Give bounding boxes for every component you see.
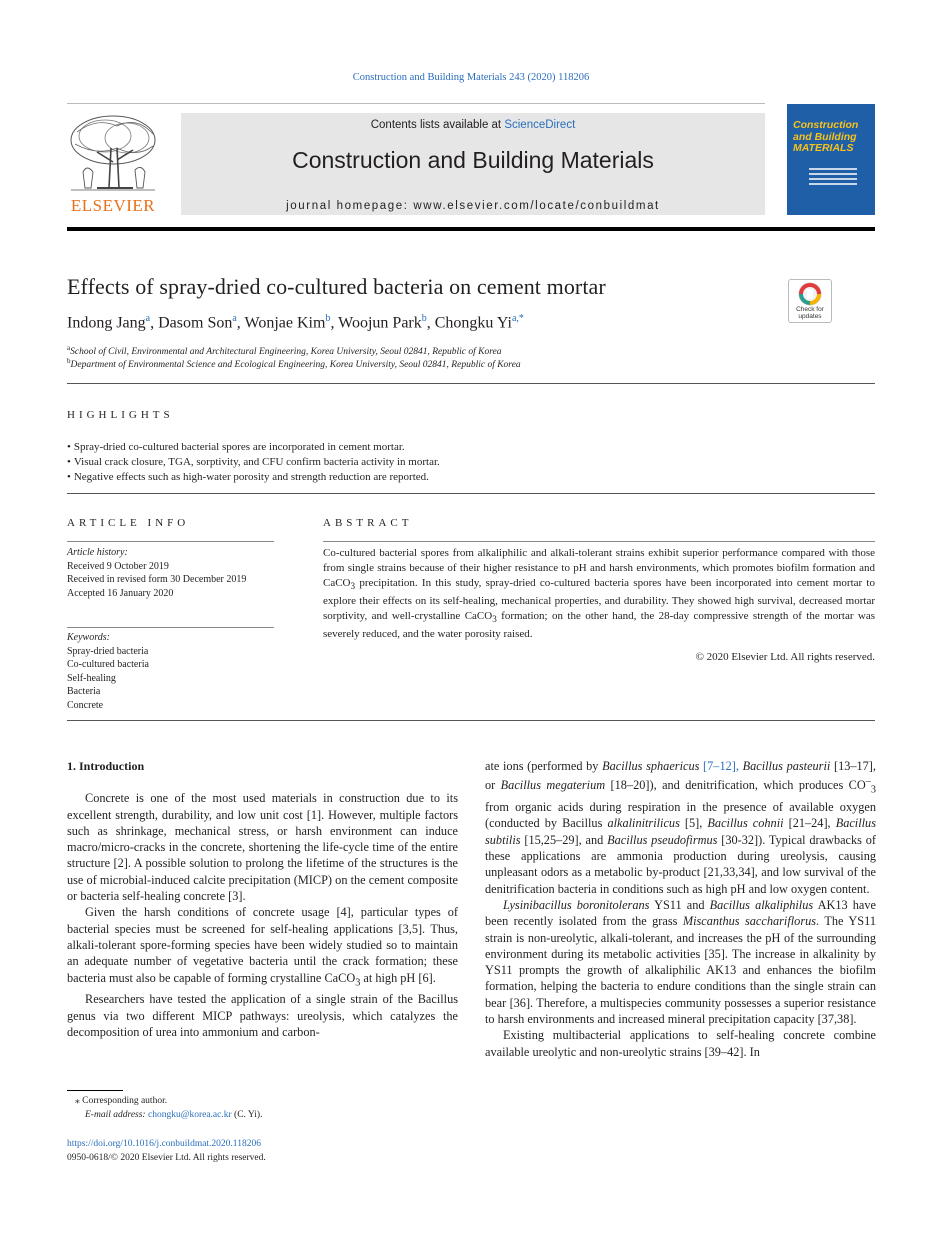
affiliation-text: Department of Environmental Science and Ecological Engineering, Korea University, Seoul 02841, Republic of Korea <box>70 360 521 371</box>
history-item: Accepted 16 January 2020 <box>67 587 174 599</box>
keyword: Concrete <box>67 699 104 711</box>
abstract-copyright: © 2020 Elsevier Ltd. All rights reserved. <box>695 651 875 663</box>
journal-reference[interactable]: Construction and Building Materials 243 (2020) 118206 <box>352 72 590 83</box>
paragraph: Existing multibacterial applications to self-healing concrete combine available ureolytic and non-ureolytic strains [39–42]. In <box>485 1028 876 1059</box>
paragraph-part: [15,25–29], and <box>520 832 608 847</box>
species-name: Bacillus subtilis <box>485 816 876 847</box>
author-affiliation-marker[interactable]: a <box>232 313 237 324</box>
header-thick-rule <box>67 227 875 231</box>
author-name[interactable]: Dasom Son <box>158 314 233 332</box>
check-for-updates-label: Check for updates <box>796 306 824 320</box>
article-title: Effects of spray-dried co-cultured bacteria on cement mortar <box>67 274 606 299</box>
paragraph-part: ate ions (performed by <box>485 759 603 773</box>
abstract-text: Co-cultured bacterial spores from alkaliphilic and alkali-tolerant strains exhibit superior performance compared with those from single strains because of their higher resistance to pH and harsh environments, which promotes biofilm formation and CaCO$_3$ precipitation. In this study, spray-dried co-cultured bacteria spores have been incorporated into cement mortar to explore their effects on its self-healing, mechanical properties, and durability. They showed high survival, decreased mortar sorptivity, and well-crystalline CaCO$_3$ formation; on the other hand, the 28-day compressive strength of the mortar was severely reduced, and the water porosity raised. <box>323 547 875 641</box>
author-name[interactable]: Wonjae Kim <box>244 314 326 332</box>
highlights-heading: HIGHLIGHTS <box>67 409 174 421</box>
contents-line <box>181 119 765 131</box>
tree-icon <box>67 112 159 194</box>
abstract-part: Co-cultured bacterial spores from alkaliphilic and alkali-tolerant strains exhibit superior performance compared with those from single strains because of their higher resistance to pH and harsh environments, which promotes biofilm formation and CaCO <box>323 547 875 589</box>
journal-homepage[interactable]: journal homepage: www.elsevier.com/locate/conbuildmat <box>286 200 660 212</box>
paragraph: Concrete is one of the most used materials in construction due to its excellent strength, durability, and low unit cost [1]. However, multiple factors such as shrinkage, mechanical stress, or harsh environment can induce macro/micro-cracks in the concrete, shortening the life-cycle time of the entire structure [2]. A possible solution to prolong the lifetime of the structures is the use of microbial-induced calcite precipitation (MICP) on the cement composite or bacteria self-healing concrete [3]. <box>67 791 458 904</box>
contents-prefix: Contents lists available at <box>370 119 505 131</box>
divider <box>67 720 875 721</box>
section-heading: 1. Introduction <box>67 759 145 773</box>
author-name[interactable]: Chongku Yi <box>434 314 512 332</box>
paragraph: ate ions (performed by Bacillus sphaericus [7–12], Bacillus pasteurii [13–17], or Bacillus megaterium [18–20]), and denitrification, which produces $CO^-_3$ from organic acids during respiration in the presence of available oxygen (conducted by Bacillus alkalinitrilicus [5], Bacillus cohnii [21–24], Bacillus subtilis [15,25–29], and Bacillus pseudofirmus [30-32]). Typical drawbacks of these applications are ammonia production during ureolysis, causing unpleasant odors as a metabolic by-product [21,33,34], and low survival of the denitrification bacteria in conditions such as high pH and low oxygen content. <box>485 759 876 896</box>
author-list: Indong Jang$^a$, Dasom Son$^a$, Wonjae Kim$^b$, Woojun Park$^b$, Chongku $Yi^{a,*}$ <box>67 313 524 332</box>
body-column-left <box>67 758 458 1040</box>
author-name[interactable]: Woojun Park <box>338 314 422 332</box>
crossmark-icon <box>789 280 831 308</box>
affiliation-text: School of Civil, Environmental and Architectural Engineering, Korea University, Seoul 02841, Republic of Korea <box>70 347 502 358</box>
affiliation-marker: a <box>67 344 71 352</box>
species-name: Bacillus alkaliphilus <box>709 897 814 912</box>
paragraph-part: Given the harsh conditions of concrete usage [4], particular types of bacterial species must be screened for self-healing applications [3,5]. Thus, alkali-tolerant spore-forming species have been widely studied so to maintain an adequate number of vegetative bacteria until the crack formation; these bacteria must also be capable of forming crystalline CaCO <box>67 905 458 985</box>
doi-link[interactable]: https://doi.org/10.1016/j.conbuildmat.2020.118206 <box>67 1139 261 1149</box>
abstract-heading: ABSTRACT <box>323 517 413 529</box>
journal-banner <box>181 113 765 215</box>
keyword: Spray-dried bacteria <box>67 645 149 657</box>
species-name: alkalinitrilicus <box>607 816 680 831</box>
keywords-label: Keywords: <box>67 632 110 643</box>
paragraph-part: [18–20]), and denitrification, which produces CO <box>605 778 866 793</box>
keyword: Bacteria <box>67 686 101 697</box>
abstract-divider <box>323 541 875 542</box>
keywords <box>67 631 274 712</box>
check-for-updates-badge[interactable] <box>788 279 832 323</box>
paragraph: Given the harsh conditions of concrete usage [4], particular types of bacterial species must be screened for self-healing applications [3,5]. Thus, alkali-tolerant spore-forming species have been widely studied so to maintain an adequate number of vegetative bacteria until the crack formation; these bacteria must also be capable of forming crystalline CaCO$_3$ at high pH [6]. <box>67 905 458 989</box>
species-name: Bacillus pasteurii <box>742 759 831 773</box>
species-name: Bacillus sphaericus <box>602 759 700 773</box>
author-affiliation-marker[interactable]: a <box>145 313 151 324</box>
abstract-part: formation; on the other hand, the 28-day compressive strength of the mortar was severely reduced, and the water porosity raised. <box>323 610 875 641</box>
body-column-right <box>485 758 876 1060</box>
divider <box>67 383 875 384</box>
issn-line: 0950-0618/© 2020 Elsevier Ltd. All rights reserved. <box>67 1153 266 1163</box>
author-affiliation-marker[interactable]: a,* <box>511 313 524 324</box>
elsevier-logo <box>67 112 159 216</box>
email-label: E-mail address: <box>85 1110 146 1120</box>
highlight-item: • Visual crack closure, TGA, sorptivity, and CFU confirm bacteria activity in mortar. <box>67 455 440 470</box>
email-suffix: (C. Yi). <box>231 1110 263 1120</box>
highlight-item: • Negative effects such as high-water porosity and strength reduction are reported. <box>67 470 440 485</box>
keyword: Co-cultured bacteria <box>67 659 149 670</box>
cover-title: Construction and Building MATERIALS <box>793 119 859 154</box>
paragraph-part: [5], <box>679 816 708 831</box>
article-info-divider <box>67 627 274 628</box>
affiliation <box>67 344 502 357</box>
cover-decoration <box>809 168 857 196</box>
sciencedirect-link[interactable]: ScienceDirect <box>504 119 576 131</box>
paragraph-part: from organic acids during respiration in the presence of available oxygen (conducted by Bacillus <box>485 800 876 831</box>
paragraph-part: YS11 and <box>649 897 710 912</box>
highlights-list <box>67 440 440 485</box>
email-line <box>67 1108 262 1122</box>
journal-title: Construction and Building Materials <box>292 147 654 173</box>
elsevier-wordmark: ELSEVIER <box>70 196 156 215</box>
article-history <box>67 546 274 600</box>
citation[interactable]: [7–12], <box>699 759 743 773</box>
corresponding-author-note <box>67 1094 262 1108</box>
header-divider <box>67 103 765 104</box>
journal-cover[interactable] <box>787 104 875 215</box>
article-history-label: Article history: <box>67 547 128 558</box>
footnote-marker: ⁎ <box>75 1096 80 1106</box>
species-name: Bacillus cohnii <box>707 816 784 831</box>
keyword: Self-healing <box>67 672 116 684</box>
article-info-divider <box>67 541 274 542</box>
species-name: Lysinibacillus boronitolerans <box>503 897 650 912</box>
paragraph-part: . The YS11 strain is non-ureolytic, alkali-tolerant, and increases the pH of the surrounding environment during its metabolic activities [35]. The increase in alkalinity by YS11 prompts the growth of alkaliphilic AK13 and enhances the biofilm formation, helping the bacteria to endure conditions than the single strain can bear [36]. Therefore, a multispecies community possesses a superior resistance to harsh environments and increased mineral precipitation capacity [37,38]. <box>485 914 876 1026</box>
author-affiliation-marker[interactable]: b <box>421 313 427 324</box>
paragraph-part: [30-32]). Typical drawbacks of these applications are ammonia production during ureolysis, causing unpleasant odors as a metabolic by-product [21,33,34], and low survival of the denitrification bacteria in conditions such as high pH and low oxygen content. <box>485 832 876 896</box>
paragraph-part: [13–17], or <box>485 759 876 793</box>
species-name: Miscanthus sacchariflorus <box>682 914 817 929</box>
abstract-part: precipitation. In this study, spray-dried co-cultured bacteria spores have been incorporated into cement mortar to explore their effects on its self-healing, mechanical properties, and durability. They showed high survival, decreased mortar sorptivity, and well-crystalline CaCO <box>323 577 875 623</box>
history-item: Received 9 October 2019 <box>67 560 169 572</box>
footnote-rule <box>67 1090 123 1091</box>
affiliation-marker: b <box>67 357 71 365</box>
author-name[interactable]: Indong Jang <box>67 314 146 332</box>
article-info-heading: ARTICLE INFO <box>67 517 190 529</box>
email-link[interactable]: chongku@korea.ac.kr <box>147 1110 232 1120</box>
highlight-item: • Spray-dried co-cultured bacterial spores are incorporated in cement mortar. <box>67 440 440 455</box>
corresponding-author-label: Corresponding author. <box>82 1096 168 1106</box>
history-item: Received in revised form 30 December 2019 <box>67 574 247 585</box>
paragraph <box>485 897 876 1027</box>
footnote <box>67 1094 262 1122</box>
author-affiliation-marker[interactable]: b <box>325 313 331 324</box>
paragraph-part: [21–24], <box>783 816 836 831</box>
divider <box>67 493 875 494</box>
doi-block <box>67 1137 266 1165</box>
paragraph-part: AK13 have been recently isolated from the grass <box>485 897 876 929</box>
species-name: Bacillus pseudofirmus <box>607 832 718 847</box>
paragraph: Researchers have tested the application of a single strain of the Bacillus genus via two different MICP pathways: ureolysis, which catalyzes the decomposition of urea into ammonium and carbon- <box>67 992 458 1039</box>
affiliation <box>67 357 521 370</box>
species-name: Bacillus megaterium <box>500 778 606 793</box>
paragraph-part: at high pH [6]. <box>360 970 436 985</box>
